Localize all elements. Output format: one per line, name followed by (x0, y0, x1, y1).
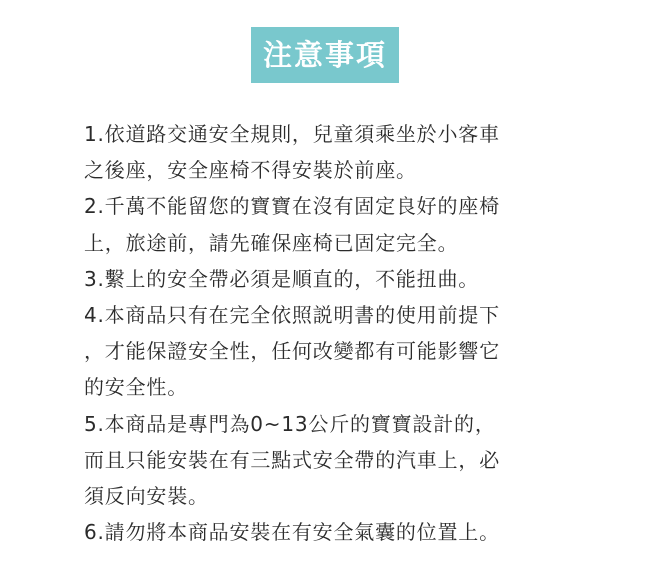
note-line: 上，旅途前，請先確保座椅已固定完全。 (84, 230, 459, 255)
note-line: 1.依道路交通安全規則，兒童須乘坐於小客車 (84, 122, 500, 146)
title-container (0, 27, 650, 83)
note-line: 須反向安裝。 (84, 483, 209, 508)
note-item-6 (84, 514, 584, 550)
note-line: 4.本商品只有在完全依照説明書的使用前提下 (84, 302, 500, 327)
note-item-5 (84, 406, 584, 515)
note-line: ，才能保證安全性，任何改變都有可能影響它 (84, 339, 500, 364)
note-item-1 (84, 116, 584, 188)
note-line: 而且只能安裝在有三點式安全帶的汽車上，必 (84, 447, 500, 472)
note-line: 6.請勿將本商品安裝在有安全氣囊的位置上。 (84, 520, 500, 545)
note-line: 2.千萬不能留您的寶寶在沒有固定良好的座椅 (84, 194, 500, 219)
page-title: 注意事項 (251, 27, 399, 83)
note-item-4 (84, 297, 584, 406)
notes-list (84, 116, 584, 550)
note-item-3 (84, 261, 584, 297)
note-item-2 (84, 188, 584, 260)
note-line: 3.繫上的安全帶必須是順直的，不能扭曲。 (84, 266, 480, 291)
note-line: 5.本商品是專門為0~13公斤的寶寶設計的， (84, 411, 496, 436)
note-line: 之後座，安全座椅不得安裝於前座。 (84, 158, 417, 183)
note-line: 的安全性。 (84, 375, 188, 400)
